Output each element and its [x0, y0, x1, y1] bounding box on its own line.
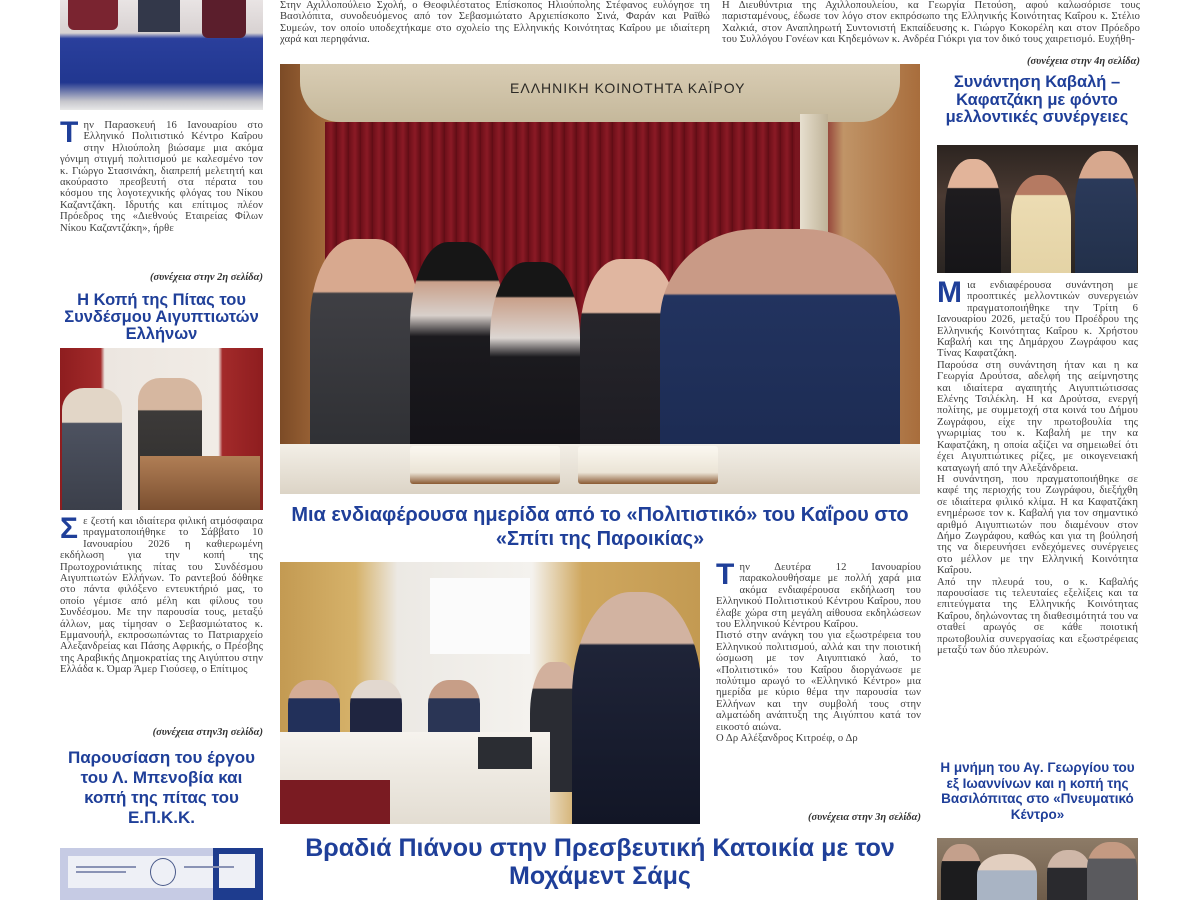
- headline-epkk: Παρουσίαση του έργου του Λ. Μπενοβία και κοπή της πίτας του Ε.Π.Κ.Κ.: [67, 748, 256, 827]
- continued-note: (συνέχεια στην 2η σελίδα): [149, 272, 263, 283]
- article-vasilopita-school-continued: Η Διευθύντρια της Αχιλλοπουλείου, κα Γεωργία Πετούση, αφού καλωσόρισε τους παρισταμένους, έδωσε τον λόγο στον εκπρόσωπο της Ελληνικής Κοινότητας Καΐρου κ. Στέλιο Χαλκιά, στον Αναπληρωτή Συντονιστή Εκπαίδευσης κ. Γιώργο Κοκορέλη και στον Πρόεδρο του Συλλόγου Γονέων και Κηδεμόνων κ. Ανδρέα Γιόκρι για τον δικό τους χαιρετισμό. Ευχήθη-: [722, 0, 1140, 46]
- photo-sign-text: ΕΛΛΗΝΙΚΗ ΚΟΙΝΟΤΗΤΑ ΚΑΪΡΟΥ: [510, 80, 746, 96]
- article-vasilopita-school-body: Στην Αχιλλοπούλειο Σχολή, ο Θεοφιλέστατος Επίσκοπος Ηλιούπολης Στέφανος ευλόγησε τη Βασιλόπιτα, συνοδευόμενος από τον Σεβασμιώτατο Αρχιεπίσκοπο Σινά, Φαράν και Ραϊθώ Συμεών, τον οποίο υποδεχτήκαμε στο σχολείο της Ελληνικής Κοινότητας Καΐρου με ιδιαίτερη χαρά και περηφάνια.: [280, 0, 710, 46]
- headline-piano-evening: Βραδιά Πιάνου στην Πρεσβευτική Κατοικία με τον Μοχάμεντ Σάμς: [305, 834, 895, 890]
- dropcap: Τ: [716, 558, 735, 591]
- photo-clergy-vasilopita: [937, 838, 1138, 900]
- dropcap: Τ: [60, 116, 79, 149]
- continued-note: (συνέχεια στην3η σελίδα): [152, 727, 263, 738]
- photo-cake-cutting: [280, 64, 920, 494]
- dropcap: Μ: [937, 276, 963, 309]
- continued-note: (συνέχεια στην 3η σελίδα): [807, 812, 921, 823]
- headline-pita-syndesmos: Η Κοπή της Πίτας του Συνδέσμου Αιγυπτιωτών Ελλήνων: [64, 291, 259, 343]
- headline-hmerida: Μια ενδιαφέρουσα ημερίδα από το «Πολιτιστικό» του Καΐρου στο «Σπίτι της Παροικίας»: [291, 504, 909, 550]
- photo-panel-discussion: [60, 0, 263, 110]
- photo-conference-speaker: [280, 562, 700, 824]
- headline-ag-georgios: Η μνήμη του Αγ. Γεωργίου του εξ Ιωαννίνων και η κοπή της Βασιλόπιτας στο «Πνευματικό Κέντρο»: [940, 760, 1135, 822]
- photo-speakers-podium: [60, 348, 263, 510]
- continued-note: (συνέχεια στην 4η σελίδα): [1026, 56, 1140, 67]
- article-kavalis-body: Μ ια ενδιαφέρουσα συνάντηση με προοπτικές μελλοντικών συνεργειών πραγματοποιήθηκε την Τρίτη 6 Ιανουαρίου 2026, μεταξύ του Προέδρου της Ελληνικής Κοινότητας Καΐρου κ. Χρήστου Καβαλή και της Δημάρχου Ζωγράφου κας Τίνας Καφατζάκη. Παρούσα στη συνάντηση ήταν και η κα Γεωργία Δρούτσα, αδελφή της αείμνηστης και ιδιαίτερα αγαπητής Αιγυπτιώτισσας Ελένης Τσιλέκλη. Η κα Δρούτσα, ενεργή πολίτης, με συμμετοχή στα κοινά του Δήμου Ζωγράφου, είχε την πρωτοβουλία της γνωριμίας του κ. Καβαλή με την κα Καφατζάκη, η οποία αξίζει να σημειωθεί ότι έχει Αιγυπτιώτικες ρίζες, με οικογενειακή καταγωγή από την Αλεξάνδρεια. Η συνάντηση, που πραγματοποιήθηκε σε καφέ της περιοχής του Ζωγράφου, διεξήχθη σε ιδιαίτερα φιλικό κλίμα. Η κα Καφατζάκη ενημέρωσε τον κ. Καβαλή για τον σημαντικό αριθμό Αιγυπτιωτών που διαμένουν στον Δήμο Ζωγράφου, καθώς και για τη βούλησή της να διερευνήσει ενδεχόμενες συνέργειες στο μέλλον με την Ελληνική Κοινότητα Καΐρου. Από την πλευρά του, ο κ. Καβαλής παρουσίασε τις τελευταίες εξελίξεις και τα επιτεύγματα της Ελληνικής Κοινότητας Καΐρου, δηλώνοντας τη διαθεσιμότητά του να σταθεί αρωγός σε κάθε ποιοτική πρωτοβουλία συνεργασίας και εξωστρέφειας μεταξύ των δύο πλευρών.: [937, 276, 1138, 656]
- photo-meeting-three-people: [937, 145, 1138, 273]
- article-kazantzakis-body: Τ ην Παρασκευή 16 Ιανουαρίου στο Ελληνικό Πολιτιστικό Κέντρο Καΐρου στην Ηλιούπολη βιώσαμε μια ακόμα γόνιμη στιγμή πολιτισμού με καλεσμένο τον κ. Γιώργο Στασινάκη, διαπρεπή μελετητή και ακούραστο πρεσβευτή στα πέρατα του κόσμου της λογοτεχνικής φλόγας του Νίκου Καζαντζάκη. Ιδρυτής και επίτιμος πλέον Πρόεδρος της «Διεθνούς Εταιρείας Φίλων Νίκου Καζαντζάκη», ήρθε: [60, 116, 263, 234]
- article-pita-body: Σ ε ζεστή και ιδιαίτερα φιλική ατμόσφαιρα πραγματοποιήθηκε το Σάββατο 10 Ιανουαρίου 2026 η καθιερωμένη εκδήλωση για την κοπή της Πρωτοχρονιάτικης πίτας του Συνδέσμου Αιγυπτιωτών Ελλήνων. Το ραντεβού δόθηκε στο πάντα φιλόξενο εντευκτήριό μας, το οποίο γέμισε από μέλη και φίλους του Συνδέσμου. Με την παρουσία τους, μεταξύ άλλων, μας τίμησαν ο Σεβασμιώτατος κ. Εμμανουήλ, εκπροσωπώντας το Πατριαρχείο Αλεξανδρείας και Πάσης Αφρικής, ο Πρέσβης της Αραβικής Δημοκρατίας της Αιγύπτου στην Ελλάδα κ. Όμαρ Άμερ Γιούσεφ, ο Επίτιμος: [60, 512, 263, 676]
- headline-kavalis-kafatzaki: Συνάντηση Καβαλή – Καφατζάκη με φόντο μελλοντικές συνέργειες: [945, 73, 1129, 126]
- dropcap: Σ: [60, 512, 79, 545]
- epkk-banner-image: [60, 848, 263, 900]
- emblem-icon: [150, 858, 176, 886]
- article-hmerida-body: Τ ην Δευτέρα 12 Ιανουαρίου παρακολουθήσαμε με πολλή χαρά μια ακόμα ενδιαφέρουσα εκδήλωση του Ελληνικού Πολιτιστικού Κέντρου Καΐρου, που έλαβε χώρα στη μεγάλη αίθουσα εκδηλώσεων του Ελληνικού Κέντρου Καΐρου. Πιστό στην ανάγκη του για εξωστρέφεια του Ελληνικού πολιτισμού, αλλά και την ποιοτική ώσμωση με τον Αιγυπτιακό λαό, το «Πολιτιστικό» του Καΐρου διοργάνωσε με πολύτιμο αρωγό το «Ελληνικό Κέντρο» μια ημερίδα με κύριο θέμα την παρουσία των Ελλήνων και την συμβολή τους στην αλματώδη ανάπτυξη της Αιγύπτου κατά τον εικοστό αιώνα. Ο Δρ Αλέξανδρος Κιτροέφ, ο Δρ: [716, 558, 921, 745]
